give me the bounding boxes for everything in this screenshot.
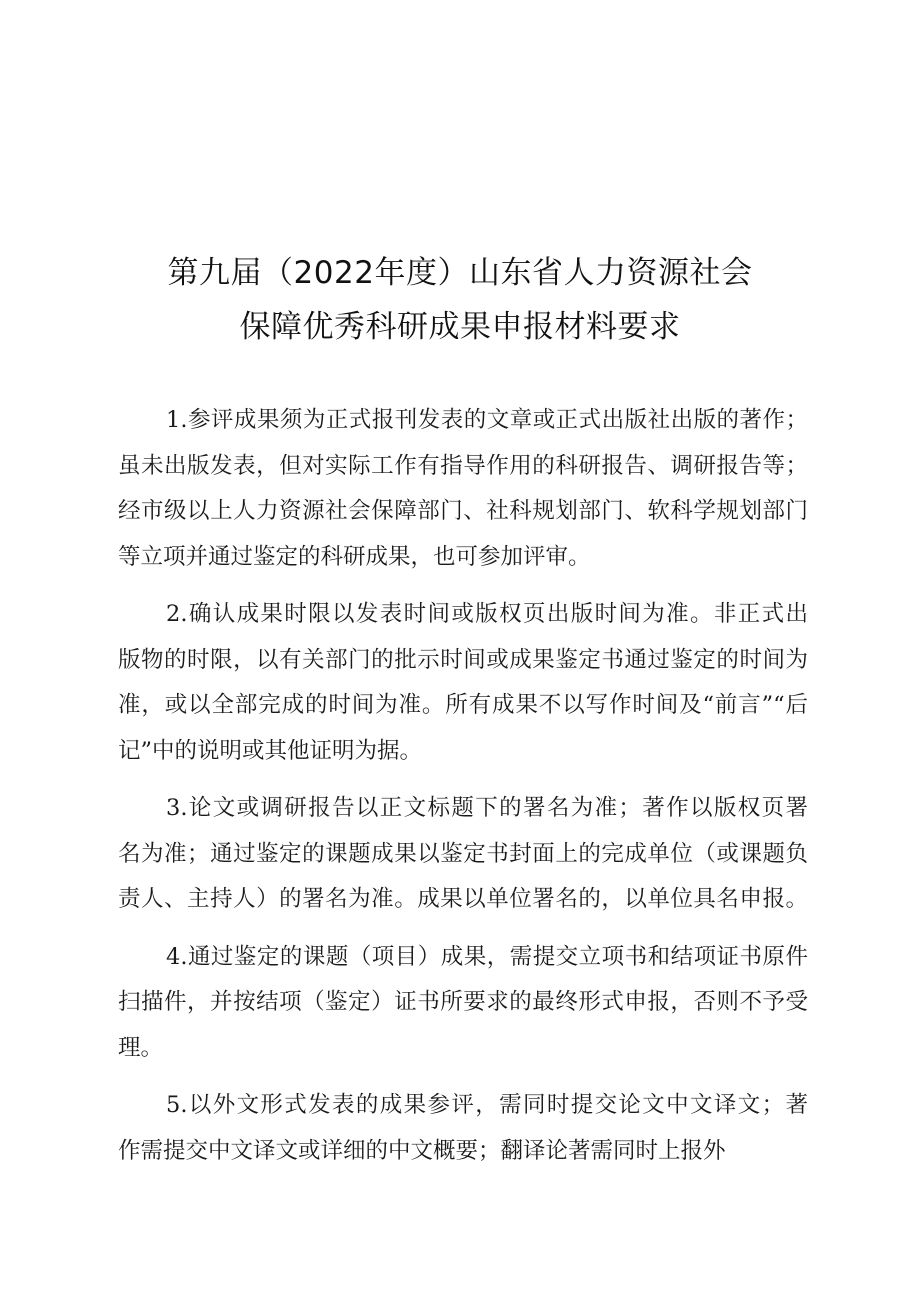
title-line-2: 保障优秀科研成果申报材料要求 [239,309,681,345]
paragraph-4 [118,935,808,1072]
paragraph-line: 责人、主持人）的署名为准。成果以单位署名的，以单位具名申报。 [118,886,808,912]
paragraph-line: 准，或以全部完成的时间为准。所有成果不以写作时间及“前言”“后 [118,692,808,718]
paragraph-2 [118,592,808,774]
paragraph-line: 扫描件，并按结项（鉴定）证书所要求的最终形式申报，否则不予受 [118,989,808,1015]
paragraph-1 [118,398,808,580]
paragraph-line: 虽未出版发表，但对实际工作有指导作用的科研报告、调研报告等； [118,452,808,479]
paragraph-line: 等立项并通过鉴定的科研成果，也可参加评审。 [118,543,591,570]
document-body [118,398,808,1186]
paragraph-line: 版物的时限，以有关部门的批示时间或成果鉴定书通过鉴定的时间为 [118,646,808,673]
document-title [0,246,920,354]
paragraph-line: 作需提交中文译文或详细的中文概要；翻译论著需同时上报外 [118,1137,726,1164]
paragraph-3 [118,786,808,923]
title-line-1: 第九届（2022年度）山东省人力资源社会 [167,255,753,291]
paragraph-line: 5.以外文形式发表的成果参评，需同时提交论文中文译文；著 [166,1092,808,1118]
paragraph-line: 2.确认成果时限以发表时间或版权页出版时间为准。非正式出 [166,601,808,627]
paragraph-line: 名为准；通过鉴定的课题成果以鉴定书封面上的完成单位（或课题负 [118,840,808,867]
paragraph-line: 经市级以上人力资源社会保障部门、社科规划部门、软科学规划部门 [118,498,808,524]
paragraph-5 [118,1083,808,1174]
paragraph-line: 理。 [118,1034,164,1061]
paragraph-line: 记”中的说明或其他证明为据。 [118,737,423,764]
paragraph-line: 4.通过鉴定的课题（项目）成果，需提交立项书和结项证书原件 [166,943,808,970]
paragraph-line: 1.参评成果须为正式报刊发表的文章或正式出版社出版的著作； [166,407,808,433]
paragraph-line: 3.论文或调研报告以正文标题下的署名为准；著作以版权页署 [166,795,808,821]
